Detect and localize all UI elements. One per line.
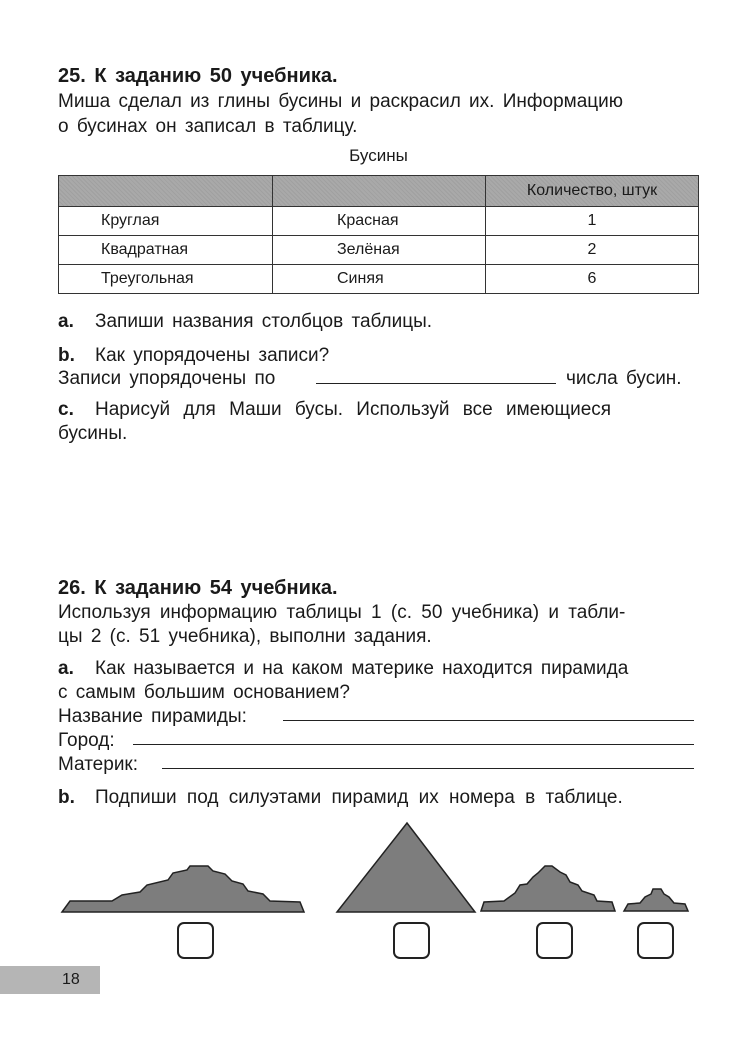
task-26a-question-text: Как называется и на каком материке находится пирамида — [95, 658, 629, 679]
pyramid-number-box-4[interactable] — [637, 922, 674, 959]
field-label-city: Город: — [58, 730, 115, 751]
task-25b-label: b. — [58, 345, 75, 366]
table-cell-shape: Круглая — [59, 207, 273, 236]
beads-drawing-area[interactable] — [58, 450, 699, 570]
table-cell-quantity: 6 — [486, 265, 699, 294]
task-26-intro-line-1: Используя информацию таблицы 1 (с. 50 учебника) и табли- — [58, 602, 626, 623]
pyramid-number-box-3[interactable] — [536, 922, 573, 959]
task-26b-text: Подпиши под силуэтами пирамид их номера в таблице. — [95, 787, 623, 808]
table-cell-color: Зелёная — [273, 236, 486, 265]
task-25a-text: Запиши названия столбцов таблицы. — [95, 311, 433, 332]
task-25c-label: c. — [58, 399, 74, 420]
task-25b-question — [58, 343, 329, 368]
task-26b — [58, 785, 623, 810]
task-26a-question-line-1 — [58, 656, 628, 681]
stepped-pyramid-large — [62, 866, 304, 912]
task-26a-label: a. — [58, 658, 74, 679]
stepped-pyramid-medium — [481, 866, 615, 911]
field-label-pyramid-name: Название пирамиды: — [58, 706, 247, 727]
field-label-continent: Материк: — [58, 754, 139, 775]
stepped-pyramid-small — [624, 889, 688, 911]
task-26a-question-line-2: с самым большим основанием? — [58, 682, 350, 703]
table-cell-color: Синяя — [273, 265, 486, 294]
page-number: 18 — [62, 971, 80, 988]
table-cell-color: Красная — [273, 207, 486, 236]
task-25c-text-line-2: бусины. — [58, 423, 128, 444]
table-header-cell-quantity: Количество, штук — [486, 176, 699, 207]
task-25a — [58, 309, 432, 334]
table-cell-shape: Треугольная — [59, 265, 273, 294]
city-answer-line[interactable] — [133, 744, 694, 745]
table-header-row — [59, 176, 699, 207]
task-25-heading: 25. К заданию 50 учебника. — [58, 65, 338, 87]
task-26-intro-line-2: цы 2 (с. 51 учебника), выполни задания. — [58, 626, 432, 647]
task-25c-text-line-1: Нарисуй для Маши бусы. Используй все имеющиеся — [95, 399, 612, 420]
table-header-cell-color — [273, 176, 486, 207]
pyramid-number-box-2[interactable] — [393, 922, 430, 959]
task-25b-question-text: Как упорядочены записи? — [95, 345, 330, 366]
table-row — [59, 236, 699, 265]
beads-table — [58, 175, 699, 294]
table-cell-quantity: 1 — [486, 207, 699, 236]
table-row — [59, 207, 699, 236]
pyramid-name-answer-line[interactable] — [283, 720, 694, 721]
pyramid-number-box-1[interactable] — [177, 922, 214, 959]
page-number-tab — [0, 966, 100, 994]
table-cell-quantity: 2 — [486, 236, 699, 265]
table-row — [59, 265, 699, 294]
task-26-heading: 26. К заданию 54 учебника. — [58, 577, 338, 599]
pyramid-silhouettes — [0, 815, 735, 925]
task-25b-answer-suffix: числа бусин. — [566, 368, 682, 389]
task-26b-label: b. — [58, 787, 75, 808]
continent-answer-line[interactable] — [162, 768, 694, 769]
task-25-intro-line-2: о бусинах он записал в таблицу. — [58, 116, 358, 137]
task-25c-line-1 — [58, 397, 611, 422]
task-25b-answer-line[interactable] — [316, 383, 556, 384]
task-25b-answer-prefix: Записи упорядочены по — [58, 368, 276, 389]
task-25-intro-line-1: Миша сделал из глины бусины и раскрасил их. Информацию — [58, 91, 624, 112]
table-caption: Бусины — [349, 146, 408, 165]
smooth-pyramid — [337, 823, 475, 912]
table-header-cell-shape — [59, 176, 273, 207]
table-cell-shape: Квадратная — [59, 236, 273, 265]
task-25a-label: a. — [58, 311, 74, 332]
